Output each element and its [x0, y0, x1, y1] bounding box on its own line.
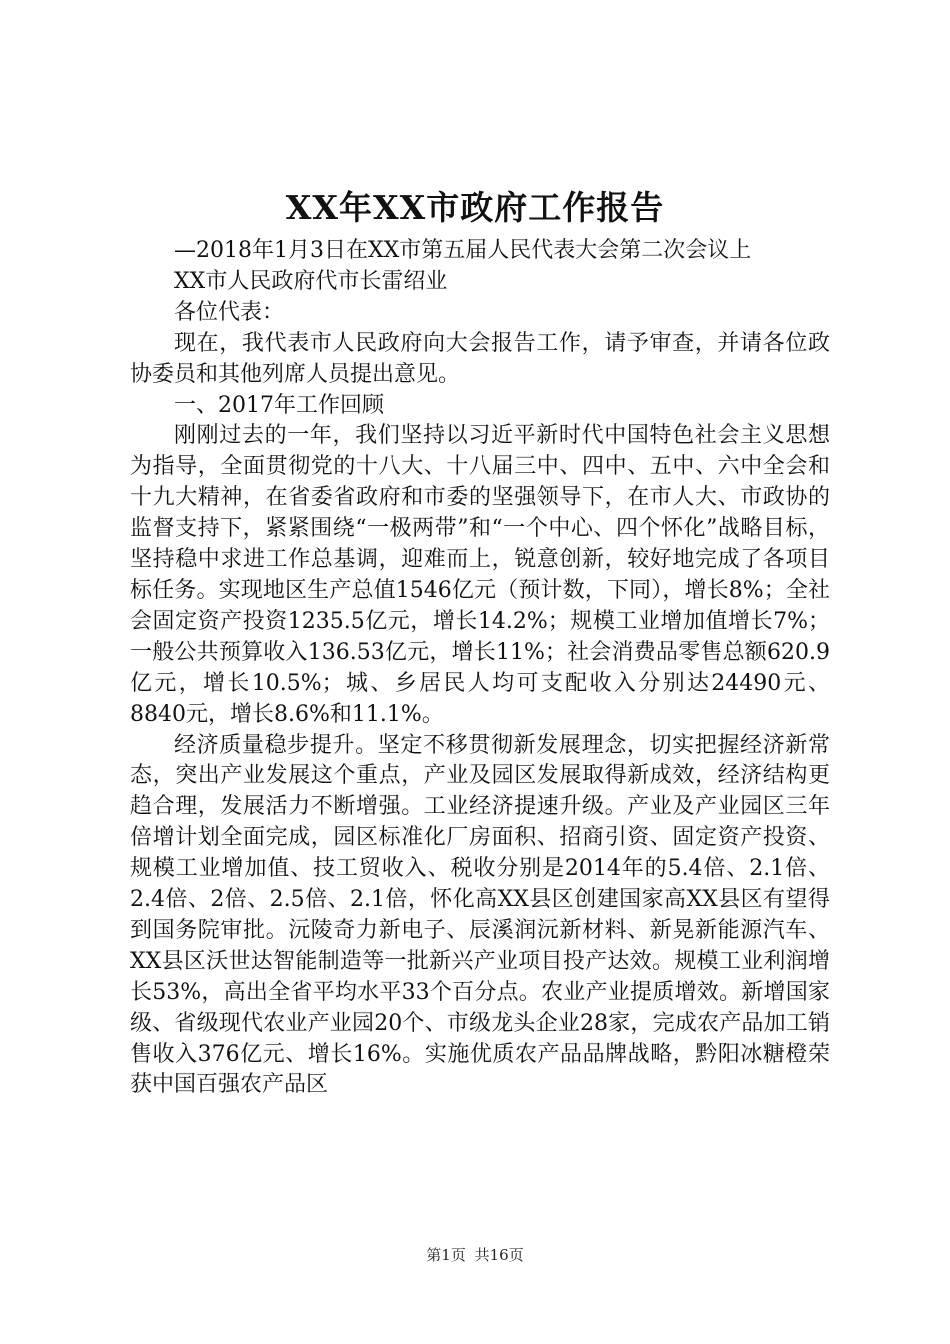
page-number: 第1页: [426, 1246, 466, 1264]
paragraph: 经济质量稳步提升。坚定不移贯彻新发展理念，切实把握经济新常态，突出产业发展这个重点，产业及园区发展取得新成效，经济结构更趋合理，发展活力不断增强。工业经济提速升级。产业及产业园区三年倍增计划全面完成，园区标准化厂房面积、招商引资、固定资产投资、规模工业增加值、技工贸收入、税收分别是2014年的5.4倍、2.1倍、2.4倍、2倍、2.5倍、2.1倍，怀化高XX县区创建国家高XX县区有望得到国务院审批。沅陵奇力新电子、辰溪润沅新材料、新晃新能源汽车、XX县区沃世达智能制造等一批新兴产业项目投产达效。规模工业利润增长53%，高出全省平均水平33个百分点。农业产业提质增效。新增国家级、省级现代农业产业园20个、市级龙头企业28家，完成农产品加工销售收入376亿元、增长16%。实施优质农产品品牌战略，黔阳冰糖橙荣获中国百强农产品区: [130, 732, 830, 1098]
page-footer: [0, 1244, 950, 1265]
page-total: 共16页: [474, 1246, 524, 1264]
document-title: XX年XX市政府工作报告: [285, 188, 665, 227]
subtitle-line: —2018年1月3日在XX市第五届人民代表大会第二次会议上: [174, 238, 752, 263]
section-heading: 一、2017年工作回顾: [174, 392, 384, 418]
salutation: 各位代表：: [174, 299, 285, 325]
author-line: XX市人民政府代市长雷绍业: [174, 268, 448, 294]
paragraph: 现在，我代表市人民政府向大会报告工作，请予审查，并请各位政协委员和其他列席人员提出意见。: [130, 330, 830, 387]
paragraph: 刚刚过去的一年，我们坚持以习近平新时代中国特色社会主义思想为指导，全面贯彻党的十八大、十八届三中、四中、五中、六中全会和十九大精神，在省委省政府和市委的坚强领导下，在市人大、市政协的监督支持下，紧紧围绕“一极两带”和“一个中心、四个怀化”战略目标，坚持稳中求进工作总基调，迎难而上，锐意创新，较好地完成了各项目标任务。实现地区生产总值1546亿元（预计数，下同），增长8%；全社会固定资产投资1235.5亿元，增长14.2%；规模工业增加值增长7%；一般公共预算收入136.53亿元，增长11%；社会消费品零售总额620.9亿元，增长10.5%；城、乡居民人均可支配收入分别达24490元、8840元，增长8.6%和11.1%。: [130, 423, 830, 727]
document-body: [130, 236, 830, 1101]
